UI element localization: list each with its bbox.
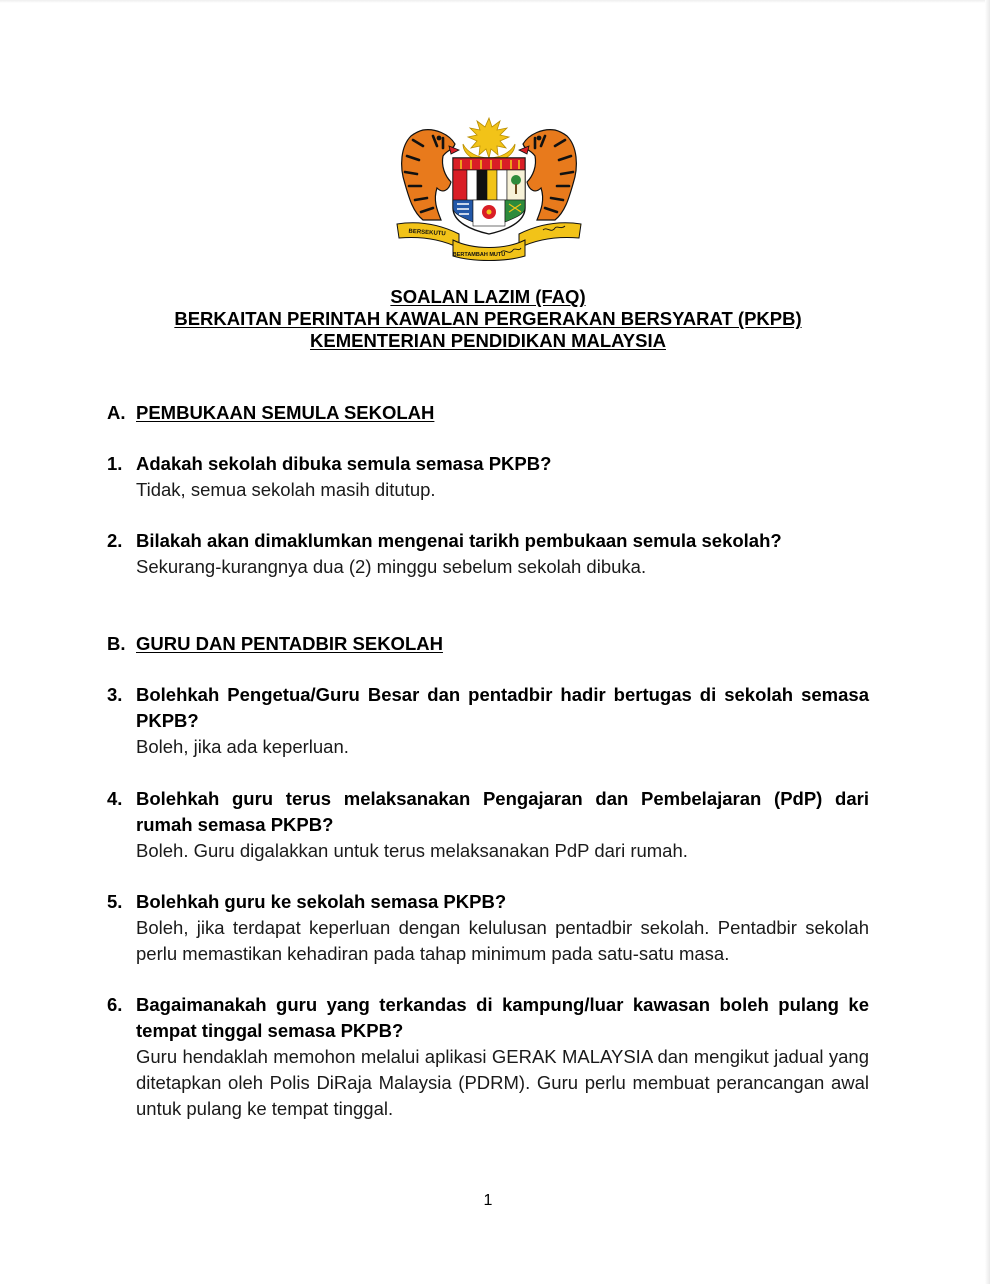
faq-question: Bolehkah guru ke sekolah semasa PKPB? [136, 891, 507, 912]
shield-icon [453, 158, 525, 234]
title-line-2: BERKAITAN PERINTAH KAWALAN PERGERAKAN BERSYARAT (PKPB) [174, 308, 802, 329]
section-letter: A. [107, 402, 126, 423]
faq-number: 4. [107, 788, 123, 809]
ribbon-left-text: BERSEKUTU [408, 228, 446, 238]
section-heading-b [107, 632, 443, 656]
faq-item-4 [107, 786, 869, 864]
federal-star-icon [468, 118, 509, 158]
document-title [0, 286, 976, 352]
faq-question: Adakah sekolah dibuka semula semasa PKPB? [136, 453, 552, 474]
faq-number: 5. [107, 891, 123, 912]
section-title: GURU DAN PENTADBIR SEKOLAH [136, 633, 443, 654]
faq-item-3 [107, 682, 869, 760]
ribbon-center-text: BERTAMBAH MUTU [452, 252, 506, 258]
faq-question: Bagaimanakah guru yang terkandas di kampung/luar kawasan boleh pulang ke tempat tinggal semasa PKPB? [136, 994, 869, 1041]
faq-answer: Boleh, jika ada keperluan. [136, 736, 349, 757]
section-title: PEMBUKAAN SEMULA SEKOLAH [136, 402, 435, 423]
faq-number: 1. [107, 453, 123, 474]
faq-answer: Boleh, jika terdapat keperluan dengan kelulusan pentadbir sekolah. Pentadbir sekolah perlu memastikan kehadiran pada tahap minimum pada satu-satu masa. [136, 917, 869, 964]
title-line-3: KEMENTERIAN PENDIDIKAN MALAYSIA [310, 330, 666, 351]
faq-question: Bilakah akan dimaklumkan mengenai tarikh pembukaan semula sekolah? [136, 530, 782, 551]
faq-answer: Sekurang-kurangnya dua (2) minggu sebelum sekolah dibuka. [136, 556, 647, 577]
faq-item-2 [107, 528, 869, 580]
faq-question: Bolehkah guru terus melaksanakan Pengajaran dan Pembelajaran (PdP) dari rumah semasa PKPB? [136, 788, 869, 835]
faq-question: Bolehkah Pengetua/Guru Besar dan pentadbir hadir bertugas di sekolah semasa PKPB? [136, 684, 869, 731]
faq-answer: Boleh. Guru digalakkan untuk terus melaksanakan PdP dari rumah. [136, 840, 688, 861]
faq-item-1 [107, 451, 869, 503]
right-tiger-icon [519, 130, 576, 220]
coat-of-arms-icon [393, 116, 585, 262]
section-heading-a [107, 401, 434, 425]
faq-answer: Guru hendaklah memohon melalui aplikasi GERAK MALAYSIA dan mengikut jadual yang ditetapkan oleh Polis DiRaja Malaysia (PDRM). Guru perlu membuat perancangan awal untuk pulang ke tempat tinggal. [136, 1046, 869, 1119]
faq-number: 6. [107, 994, 123, 1015]
faq-item-5 [107, 889, 869, 967]
page-number: 1 [483, 1192, 493, 1209]
section-letter: B. [107, 633, 126, 654]
page-edge-shadow [985, 0, 990, 1284]
left-tiger-icon [402, 130, 459, 220]
faq-number: 3. [107, 684, 123, 705]
faq-item-6 [107, 992, 869, 1122]
page-top-shadow [0, 0, 990, 3]
faq-number: 2. [107, 530, 123, 551]
title-line-1: SOALAN LAZIM (FAQ) [390, 286, 586, 307]
faq-answer: Tidak, semua sekolah masih ditutup. [136, 479, 436, 500]
